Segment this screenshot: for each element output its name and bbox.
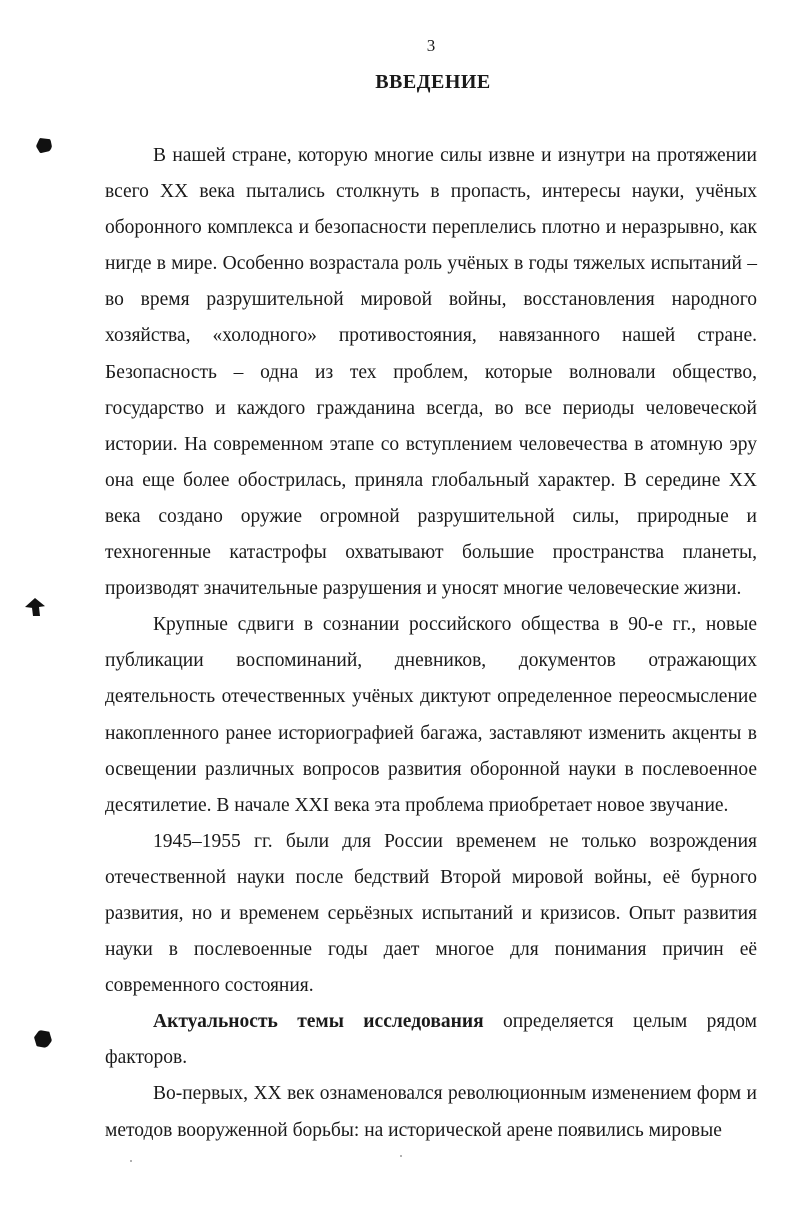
paragraph-5: Во-первых, XX век ознаменовался революционным изменением форм и методов вооруженной борьбы: на исторической арене появились мировые — [105, 1083, 757, 1141]
body-text — [105, 138, 757, 1149]
paragraph-3: 1945–1955 гг. были для России временем не только возрождения отечественной науки после бедствий Второй мировой войны, её бурного развития, но и временем серьёзных испытаний и кризисов. Опыт развития науки в послевоенные годы дает многое для понимания причин её современного состояния. — [105, 830, 757, 997]
margin-mark — [34, 135, 55, 156]
page-number: 3 — [426, 36, 436, 55]
bold-phrase: Актуальность темы исследования — [153, 1011, 484, 1033]
paragraph-1: В нашей стране, которую многие силы извне и изнутри на протяжении всего XX века пытались столкнуть в пропасть, интересы науки, учёных оборонного комплекса и безопасности переплелись плотно и неразрывно, как нигде в мире. Особенно возрастала роль учёных в годы тяжелых испытаний – во время разрушительной мировой войны, восстановления народного хозяйства, «холодного» противостояния, навязанного нашей стране. Безопасность – одна из тех проблем, которые волновали общество, государство и каждого гражданина всегда, во все периоды человеческой истории. На современном этапе со вступлением человечества в атомную эру она еще более обострилась, приняла глобальный характер. В середине XX века создано оружие огромной разрушительной силы, природные и техногенные катастрофы охватывают большие пространства планеты, производят значительные разрушения и уносят многие человеческие жизни. — [105, 145, 757, 600]
paragraph-2: Крупные сдвиги в сознании российского общества в 90-е гг., новые публикации воспоминаний, дневников, документов отражающих деятельность отечественных учёных диктуют определенное переосмысление накопленного ранее историографией багажа, заставляют изменить акценты в освещении различных вопросов развития оборонной науки в послевоенное десятилетие. В начале XXI века эта проблема приобретает новое звучание. — [105, 614, 757, 816]
scan-speck — [130, 1160, 132, 1162]
page-title: ВВЕДЕНИЕ — [375, 71, 491, 93]
paragraph-4 — [105, 1004, 757, 1076]
margin-mark — [25, 598, 45, 616]
margin-mark — [34, 1030, 52, 1048]
paragraph-4-text: определяется целым рядом факторов. — [105, 1011, 757, 1069]
scan-speck — [400, 1155, 402, 1157]
